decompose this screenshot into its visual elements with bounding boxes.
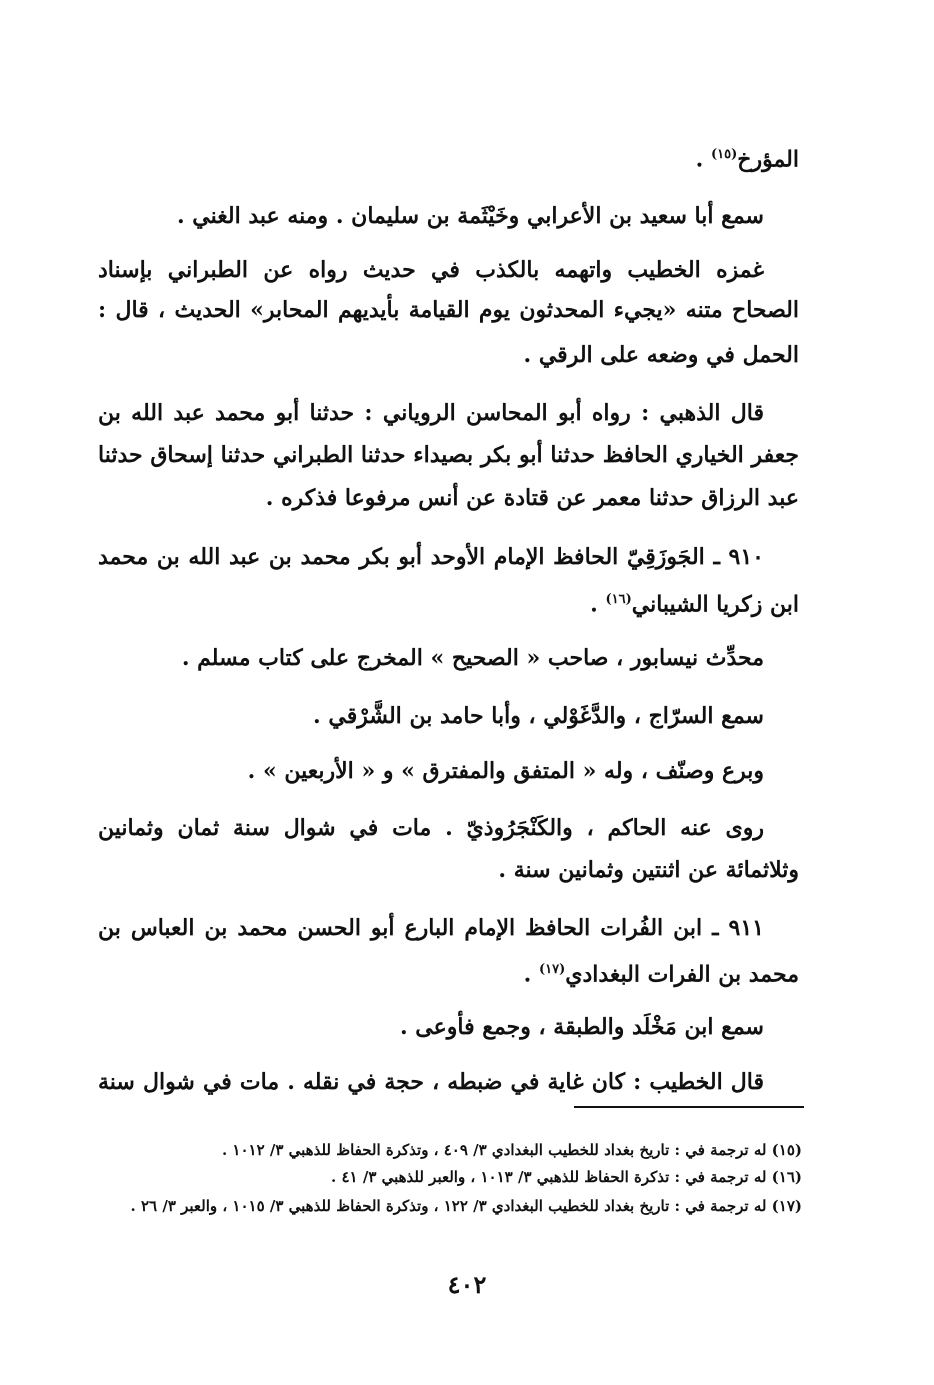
text-line: عبد الرزاق حدثنا معمر عن قتادة عن أنس مرفوعا فذكره .: [265, 485, 799, 511]
text-line: قال الذهبي : رواه أبو المحاسن الروياني : حدثنا أبو محمد عبد الله بن: [98, 400, 764, 426]
footnote: (١٧) له ترجمة في : تاريخ بغداد للخطيب البغدادي ٣/ ١٢٢ ، وتذكرة الحفاظ للذهبي ٣/ ١٠١٥ ، والعبر ٣/ ٢٦ .: [130, 1197, 802, 1215]
footnote-divider: [574, 1106, 804, 1108]
footnote: (١٦) له ترجمة في : تذكرة الحفاظ للذهبي ٣/ ١٠١٣ ، والعبر للذهبي ٣/ ٤١ .: [331, 1168, 802, 1186]
text-line: وبرع وصنّف ، وله « المتفق والمفترق » و « الأربعين » .: [247, 758, 764, 784]
text-line: محدِّث نيسابور ، صاحب « الصحيح » المخرج على كتاب مسلم .: [181, 645, 764, 671]
entry-heading-910: ٩١٠ ـ الجَوزَقِيّ الحافظ الإمام الأوحد أبو بكر محمد بن عبد الله بن محمد: [98, 544, 764, 570]
text-line: محمد بن الفرات البغدادي$^{(١٧)}$ .: [523, 961, 799, 988]
text-line: سمع السرّاج ، والدَّغَوْلي ، وأبا حامد بن الشَّرْقي .: [313, 703, 764, 729]
text-line: سمع ابن مَخْلَد والطبقة ، وجمع فأوعى .: [399, 1014, 764, 1040]
text-line: روى عنه الحاكم ، والكَنْجَرُوذيّ . مات في شوال سنة ثمان وثمانين: [98, 815, 764, 841]
text-line: غمزه الخطيب واتهمه بالكذب في حديث رواه عن الطبراني بإسناد: [98, 257, 764, 283]
text-line: وثلاثمائة عن اثنتين وثمانين سنة .: [498, 857, 799, 883]
text-line: المؤرخ$^{(١٥)}$ .: [695, 146, 799, 173]
text-line: جعفر الخياري الحافظ حدثنا أبو بكر بصيداء حدثنا الطبراني حدثنا إسحاق حدثنا: [98, 442, 799, 468]
entry-heading-911: ٩١١ ـ ابن الفُرات الحافظ الإمام البارع أبو الحسن محمد بن العباس بن: [98, 915, 764, 941]
text-line: ابن زكريا الشيباني$^{(١٦)}$ .: [590, 591, 799, 618]
text-line: الحمل في وضعه على الرقي .: [523, 342, 799, 368]
text-line: قال الخطيب : كان غاية في ضبطه ، حجة في نقله . مات في شوال سنة: [98, 1069, 764, 1095]
footnote: (١٥) له ترجمة في : تاريخ بغداد للخطيب البغدادي ٣/ ٤٠٩ ، وتذكرة الحفاظ للذهبي ٣/ ١٠١٢ .: [221, 1141, 802, 1159]
text-line: الصحاح متنه «يجيء المحدثون يوم القيامة بأيديهم المحابر» الحديث ، قال :: [98, 297, 799, 323]
page-number: ٤٠٢: [447, 1270, 487, 1299]
text-line: سمع أبا سعيد بن الأعرابي وخَيْثَمة بن سليمان . ومنه عبد الغني .: [176, 203, 764, 229]
